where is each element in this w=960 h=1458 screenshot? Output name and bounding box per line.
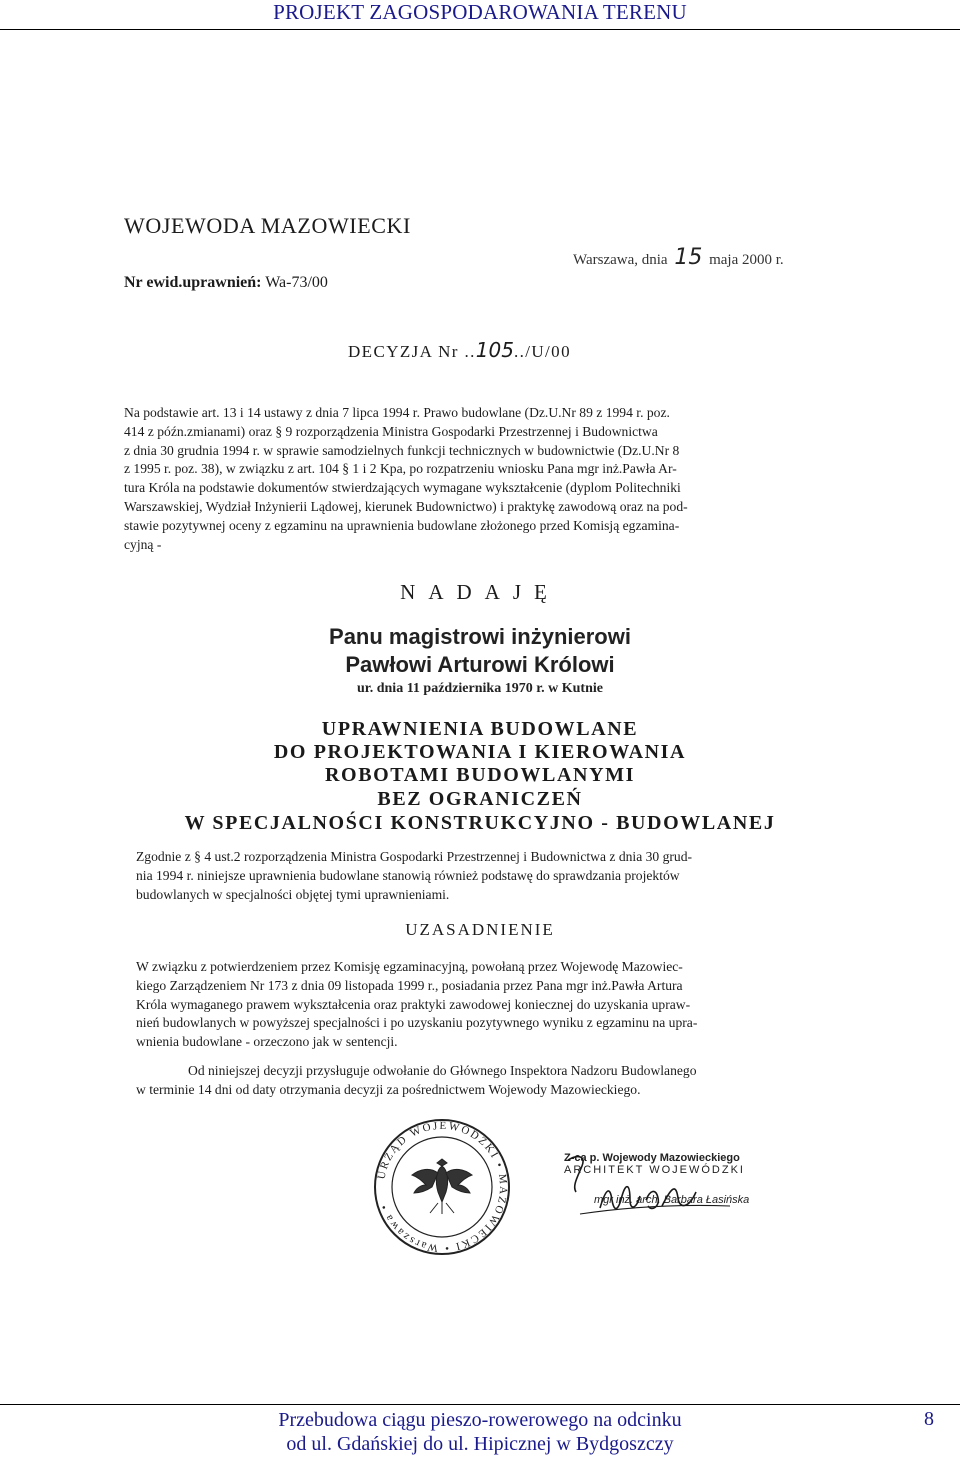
justification-line: nień budowlanych w powyższej specjalności i po uzyskaniu pozytywnego wyniku z egzaminu na upra- — [136, 1015, 698, 1031]
legal-basis-paragraph — [124, 404, 816, 554]
license-number — [124, 274, 328, 292]
justification-heading: UZASADNIENIE — [405, 920, 555, 939]
footer-rule — [0, 1404, 960, 1405]
decision-number: 105 — [475, 338, 514, 362]
legal-basis-line: z 1995 r. poz. 38), w związku z art. 104 § 1 i 2 Kpa, po rozpatrzeniu wniosku Pana mgr inż.Pawła Ar- — [124, 461, 677, 477]
decision-title — [348, 338, 571, 362]
qualification-title-line: W SPECJALNOŚCI KONSTRUKCYJNO - BUDOWLANEJ — [184, 812, 776, 834]
recipient-birth: ur. dnia 11 października 1970 r. w Kutnie — [357, 681, 603, 696]
basis-line: nia 1994 r. niniejsze uprawnienia budowlane stanowią również podstawę do sprawdzania projektów — [136, 867, 680, 883]
issuing-authority: WOJEWODA MAZOWIECKI — [124, 213, 411, 238]
justification-line: kiego Zarządzeniem Nr 173 z dnia 09 listopada 1999 r., posiadania przez Pana mgr inż.Pawła Artura — [136, 977, 683, 993]
legal-basis-line: Warszawskiej, Wydział Inżynierii Lądowej, kierunek Budownictwo) i praktykę zawodową oraz na pod- — [124, 498, 688, 514]
eagle-emblem-icon — [412, 1159, 472, 1214]
qualification-title-line: UPRAWNIENIA BUDOWLANE — [321, 718, 639, 740]
handwritten-signature — [560, 1150, 770, 1230]
legal-basis-line: stawie pozytywnej oceny z egzaminu na uprawnienia budowlane złożonego przed Komisją egzamina- — [124, 517, 680, 533]
header-rule — [0, 29, 960, 30]
justification-line: wnienia budowlane - orzeczono jak w sentencji. — [136, 1034, 398, 1050]
decision-suffix: ../U/00 — [513, 342, 571, 361]
date-prefix: Warszawa, dnia — [573, 252, 668, 268]
footer-line-1: Przebudowa ciągu pieszo-rowerowego na odcinku — [278, 1409, 682, 1431]
page-header-title: PROJEKT ZAGOSPODAROWANIA TERENU — [273, 0, 687, 24]
qualification-title-line: ROBOTAMI BUDOWLANYMI — [325, 764, 635, 786]
legal-basis-line: z dnia 30 grudnia 1994 r. w sprawie samodzielnych funkcji technicznych w budownictwie (Dz.U.Nr 8 — [124, 442, 680, 458]
grant-heading: NADAJĘ — [400, 580, 560, 604]
recipient-salutation: Panu magistrowi inżynierowi — [329, 624, 631, 649]
license-label: Nr ewid.uprawnień: — [124, 274, 262, 291]
stamp-line-3: mgr inż. arch. Barbara Łasińska — [594, 1194, 750, 1206]
license-value: Wa-73/00 — [265, 274, 328, 291]
recipient-name: Pawłowi Arturowi Królowi — [345, 652, 615, 677]
stamp-line-2: ARCHITEKT WOJEWÓDZKI — [564, 1164, 745, 1176]
legal-basis-line: cyjną - — [124, 536, 162, 552]
page-number: 8 — [924, 1408, 934, 1430]
justification-paragraph — [136, 958, 818, 1052]
basis-line: budowlanych w specjalności objętej tymi uprawnieniami. — [136, 886, 450, 902]
official-seal — [372, 1117, 512, 1257]
legal-basis-line: tura Króla na podstawie dokumentów stwierdzających wymagane wykształcenie (dyplom Politechniki — [124, 480, 681, 496]
basis-line: Zgodnie z § 4 ust.2 rozporządzenia Ministra Gospodarki Przestrzennej i Budownictwa z dnia 30 grud- — [136, 849, 693, 864]
legal-basis-line: 414 z późn.zmianami) oraz § 9 rozporządzenia Ministra Gospodarki Przestrzennej i Budownictwa — [124, 423, 658, 439]
appeal-line: Od niniejszej decyzji przysługuje odwołanie do Głównego Inspektora Nadzoru Budowlanego — [188, 1063, 697, 1078]
decision-prefix: DECYZJA Nr .. — [348, 342, 476, 361]
footer-project-name — [0, 1408, 960, 1456]
stamp-line-1: Z-ca p. Wojewody Mazowieckiego — [564, 1152, 740, 1164]
seal-text: URZĄD WOJEWÓDZKI • MAZOWIECKI • Warszawa • — [375, 1119, 510, 1255]
appeal-paragraph — [136, 1062, 816, 1100]
qualification-title-line: DO PROJEKTOWANIA I KIEROWANIA — [273, 741, 687, 763]
justification-line: W związku z potwierdzeniem przez Komisję egzaminacyjną, powołaną przez Wojewodę Mazowiec- — [136, 959, 683, 974]
date-suffix: maja 2000 r. — [709, 252, 784, 268]
footer-line-2: od ul. Gdańskiej do ul. Hipicznej w Bydgoszczy — [286, 1433, 674, 1455]
date-day: 15 — [674, 245, 703, 270]
justification-line: Króla wymaganego prawem wykształcenia oraz praktyki zawodowej koniecznej do uzyskania upraw- — [136, 996, 691, 1012]
appeal-line: w terminie 14 dni od daty otrzymania decyzji za pośrednictwem Wojewody Mazowieckiego. — [136, 1081, 641, 1097]
qualification-title-line: BEZ OGRANICZEŃ — [377, 788, 583, 810]
legal-basis-line: Na podstawie art. 13 i 14 ustawy z dnia 7 lipca 1994 r. Prawo budowlane (Dz.U.Nr 89 z 1994 r. poz. — [124, 405, 670, 420]
basis-paragraph — [136, 848, 812, 904]
issue-date — [573, 245, 784, 270]
